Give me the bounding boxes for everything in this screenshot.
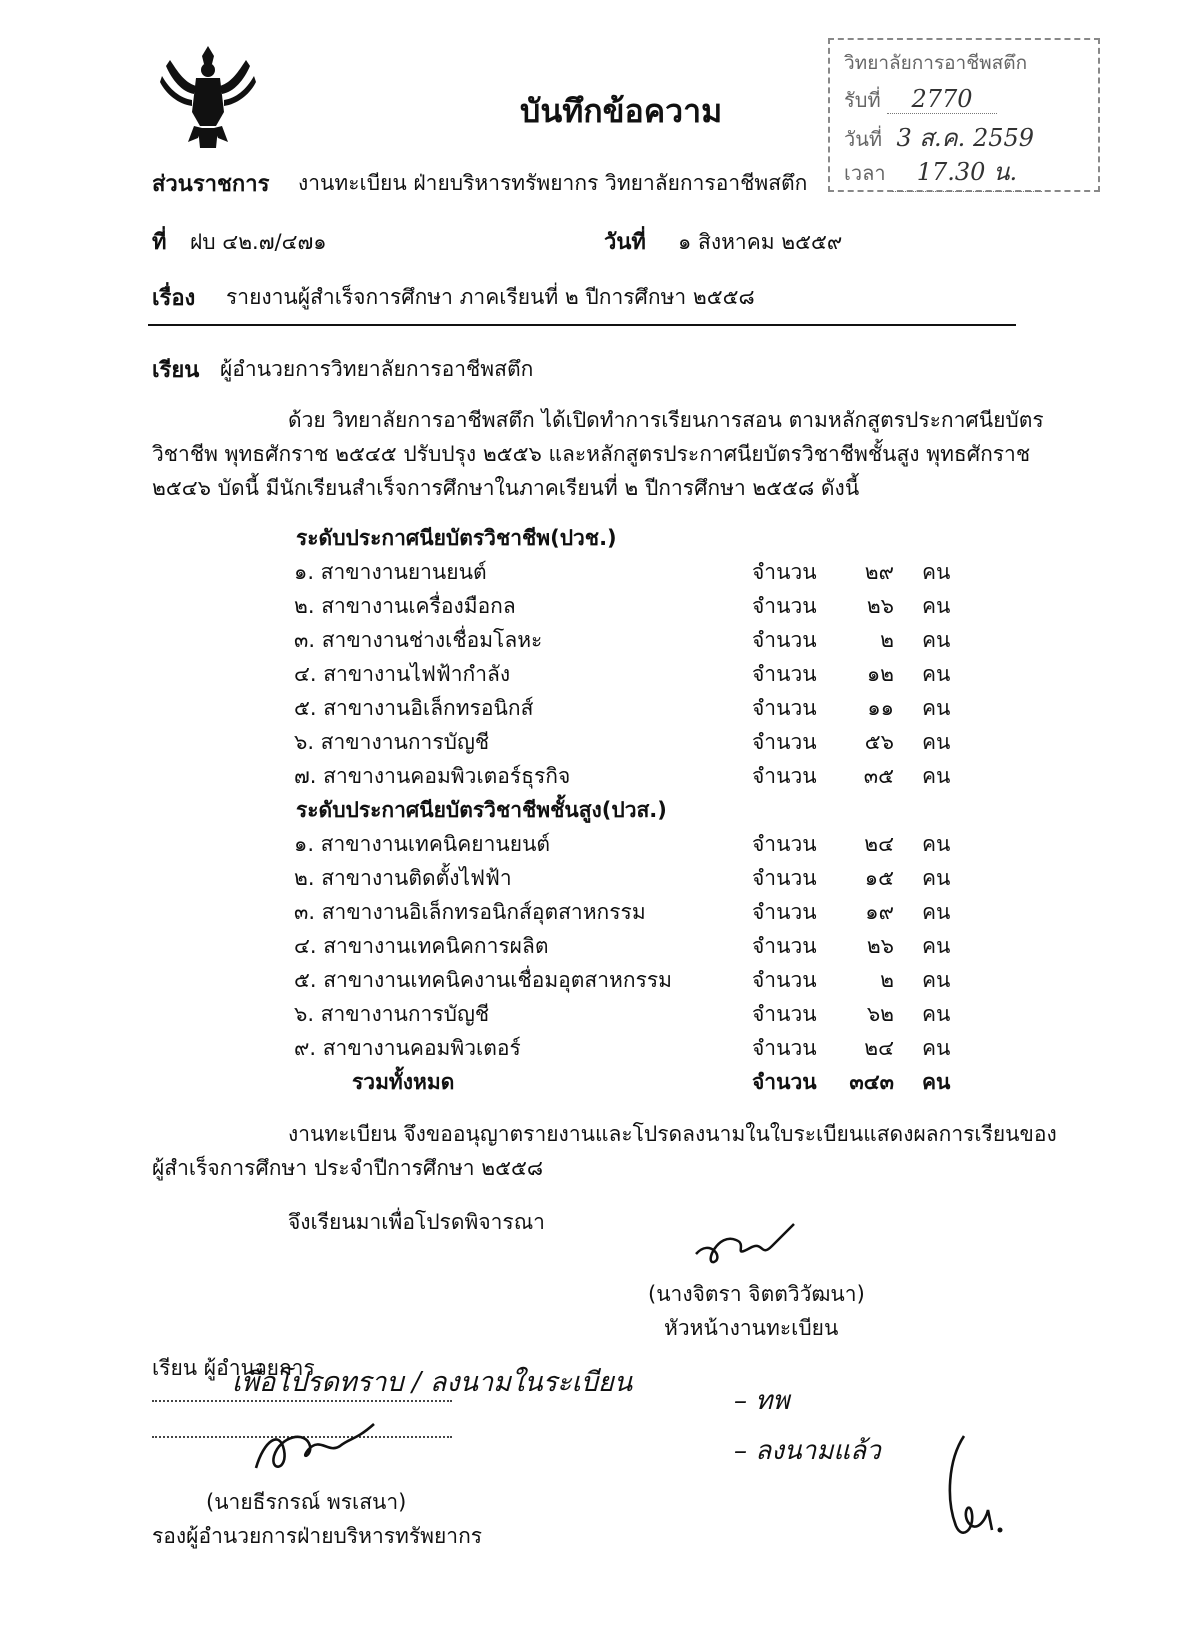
pvc-count: ๑๑	[867, 696, 894, 720]
para2-line2: ผู้สำเร็จการศึกษา ประจำปีการศึกษา ๒๕๕๘	[152, 1156, 544, 1180]
pvs-heading: ระดับประกาศนียบัตรวิชาชีพชั้นสูง(ปวส.)	[296, 798, 667, 822]
ref-value: ฝบ ๔๒.๗/๔๗๑	[190, 230, 327, 254]
pvc-person-label: คน	[922, 764, 951, 788]
pvs-count: ๑๕	[864, 866, 894, 890]
stamp-time-label: เวลา	[844, 161, 886, 185]
total-label: รวมทั้งหมด	[352, 1070, 455, 1094]
garuda-emblem	[158, 42, 258, 152]
pvs-unit-label: จำนวน	[752, 1036, 817, 1060]
director-note-2: – ลงนามแล้ว	[734, 1436, 881, 1466]
pvc-person-label: คน	[922, 696, 951, 720]
ref-label: ที่	[152, 230, 167, 255]
stamp-recv-label: รับที่	[844, 88, 881, 112]
pvs-person-label: คน	[922, 968, 951, 992]
total-count: ๓๔๓	[849, 1070, 894, 1094]
dotted-line-1	[152, 1400, 452, 1402]
pvc-program-name: ๒. สาขางานเครื่องมือกล	[294, 594, 516, 618]
stamp-org: วิทยาลัยการอาชีพสตึก	[844, 52, 1028, 74]
pvs-unit-label: จำนวน	[752, 1002, 817, 1026]
pvs-count: ๖๒	[866, 1002, 894, 1026]
pvc-unit-label: จำนวน	[752, 628, 817, 652]
date-value: ๑ สิงหาคม ๒๕๕๙	[678, 230, 843, 254]
pvc-count: ๓๕	[863, 764, 894, 788]
to-label: เรียน	[152, 358, 200, 383]
pvc-program-name: ๖. สาขางานการบัญชี	[294, 730, 490, 754]
pvs-count: ๒๔	[864, 832, 894, 856]
pvc-person-label: คน	[922, 560, 951, 584]
pvc-person-label: คน	[922, 730, 951, 754]
pvc-program-name: ๗. สาขางานคอมพิวเตอร์ธุรกิจ	[294, 764, 571, 788]
subject-label: เรื่อง	[152, 286, 196, 311]
pvs-person-label: คน	[922, 1002, 951, 1026]
memo-title: บันทึกข้อความ	[520, 92, 723, 130]
pvc-program-name: ๑. สาขางานยานยนต์	[294, 560, 487, 584]
pvs-program-name: ๔. สาขางานเทคนิคการผลิต	[294, 934, 549, 958]
para1-line2: วิชาชีพ พุทธศักราช ๒๕๔๕ ปรับปรุง ๒๕๕๖ และหลักสูตรประกาศนียบัตรวิชาชีพชั้นสูง พุทธศักราช	[152, 442, 1031, 466]
stamp-date-label: วันที่	[844, 127, 883, 151]
pvc-unit-label: จำนวน	[752, 730, 817, 754]
pvs-count: ๒๔	[864, 1036, 894, 1060]
stamp-recv-value: 2770	[911, 85, 973, 113]
pvc-count: ๒๖	[866, 594, 894, 618]
pvc-person-label: คน	[922, 594, 951, 618]
pvc-unit-label: จำนวน	[752, 662, 817, 686]
pvs-count: ๒๖	[866, 934, 894, 958]
pvs-unit-label: จำนวน	[752, 934, 817, 958]
pvc-person-label: คน	[922, 662, 951, 686]
date-label: วันที่	[604, 230, 646, 255]
closing-line: จึงเรียนมาเพื่อโปรดพิจารณา	[288, 1210, 545, 1234]
pvs-program-name: ๒. สาขางานติดตั้งไฟฟ้า	[294, 866, 512, 890]
pvs-unit-label: จำนวน	[752, 832, 817, 856]
pvs-program-name: ๖. สาขางานการบัญชี	[294, 1002, 490, 1026]
agency-label: ส่วนราชการ	[152, 172, 270, 197]
total-unit-label: จำนวน	[752, 1070, 817, 1094]
pvs-person-label: คน	[922, 832, 951, 856]
pvs-unit-label: จำนวน	[752, 968, 817, 992]
pvc-unit-label: จำนวน	[752, 594, 817, 618]
received-stamp	[828, 38, 1100, 192]
pvs-program-name: ๓. สาขางานอิเล็กทรอนิกส์อุตสาหกรรม	[294, 900, 646, 924]
pvc-program-name: ๓. สาขางานช่างเชื่อมโลหะ	[294, 628, 543, 652]
registrar-name: (นางจิตรา จิตตวิวัฒนา)	[648, 1282, 865, 1306]
pvs-person-label: คน	[922, 1036, 951, 1060]
stamp-time-value: 17.30 น.	[916, 158, 1018, 186]
pvc-unit-label: จำนวน	[752, 764, 817, 788]
pvs-count: ๒	[880, 968, 894, 992]
para1-line1: ด้วย วิทยาลัยการอาชีพสตึก ได้เปิดทำการเรียนการสอน ตามหลักสูตรประกาศนียบัตร	[288, 408, 1044, 432]
director-note-1: – ทพ	[734, 1386, 790, 1416]
para2-line1: งานทะเบียน จึงขออนุญาตรายงานและโปรดลงนามในใบระเบียนแสดงผลการเรียนของ	[288, 1122, 1057, 1146]
pvc-count: ๕๖	[864, 730, 894, 754]
endorse-handwritten-note: เพื่อโปรดทราบ / ลงนามในระเบียน	[232, 1367, 633, 1398]
registrar-signature	[690, 1218, 800, 1272]
header-divider	[148, 324, 1016, 326]
pvs-program-name: ๑. สาขางานเทคนิคยานยนต์	[294, 832, 551, 856]
pvc-program-name: ๕. สาขางานอิเล็กทรอนิกส์	[294, 696, 534, 720]
pvc-heading: ระดับประกาศนียบัตรวิชาชีพ(ปวช.)	[296, 526, 617, 550]
total-person-label: คน	[922, 1070, 951, 1094]
subject-value: รายงานผู้สำเร็จการศึกษา ภาคเรียนที่ ๒ ปีการศึกษา ๒๕๕๘	[226, 285, 755, 309]
endorse-to-label: เรียน ผู้อำนวยการ	[152, 1356, 315, 1380]
registrar-position: หัวหน้างานทะเบียน	[664, 1316, 839, 1340]
pvc-count: ๒๙	[864, 560, 894, 584]
para1-line3: ๒๕๔๖ บัดนี้ มีนักเรียนสำเร็จการศึกษาในภาคเรียนที่ ๒ ปีการศึกษา ๒๕๕๘ ดังนี้	[152, 476, 860, 500]
pvs-person-label: คน	[922, 934, 951, 958]
pvs-unit-label: จำนวน	[752, 900, 817, 924]
deputy-name: (นายธีรกรณ์ พรเสนา)	[206, 1490, 407, 1514]
to-value: ผู้อำนวยการวิทยาลัยการอาชีพสตึก	[220, 357, 534, 381]
agency-value: งานทะเบียน ฝ่ายบริหารทรัพยากร วิทยาลัยการอาชีพสตึก	[298, 171, 808, 195]
deputy-position: รองผู้อำนวยการฝ่ายบริหารทรัพยากร	[152, 1524, 483, 1548]
pvs-person-label: คน	[922, 900, 951, 924]
stamp-date-value: 3 ส.ค. 2559	[896, 124, 1035, 152]
pvc-person-label: คน	[922, 628, 951, 652]
pvc-unit-label: จำนวน	[752, 560, 817, 584]
pvs-person-label: คน	[922, 866, 951, 890]
pvs-program-name: ๙. สาขางานคอมพิวเตอร์	[294, 1036, 521, 1060]
pvc-unit-label: จำนวน	[752, 696, 817, 720]
pvs-unit-label: จำนวน	[752, 866, 817, 890]
deputy-signature	[250, 1410, 380, 1484]
pvs-program-name: ๕. สาขางานเทคนิคงานเชื่อมอุตสาหกรรม	[294, 968, 672, 992]
pvc-count: ๑๒	[866, 662, 894, 686]
director-signature	[934, 1430, 1034, 1554]
pvs-count: ๑๙	[865, 900, 894, 924]
pvc-count: ๒	[880, 628, 894, 652]
pvc-program-name: ๔. สาขางานไฟฟ้ากำลัง	[294, 662, 511, 686]
